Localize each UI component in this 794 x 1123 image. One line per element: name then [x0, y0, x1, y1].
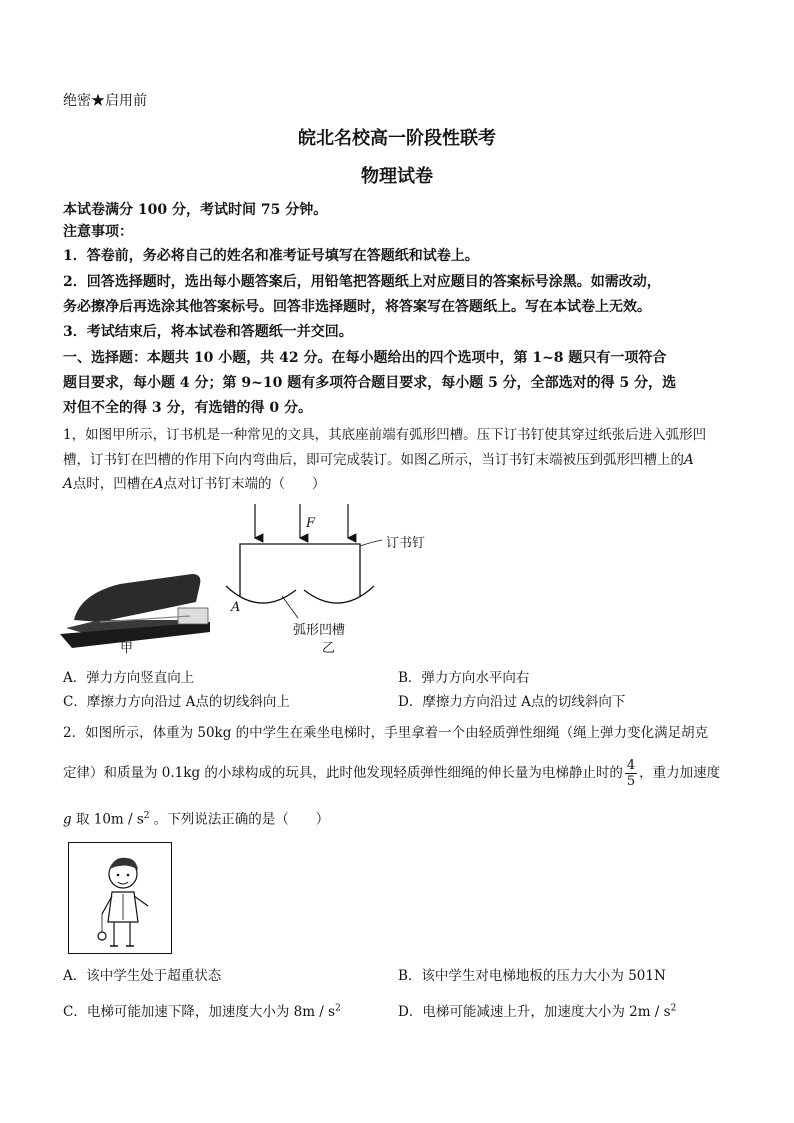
q2-option-d: D．电梯可能减速上升，加速度大小为 $2m / s^2$	[398, 1003, 677, 1020]
section1-line-3: 对但不全的得 3 分，有选错的得 0 分。	[63, 400, 312, 416]
secret-mark: 绝密★启用前	[63, 93, 147, 109]
exam-title: 皖北名校高一阶段性联考	[298, 128, 496, 149]
q1-option-c: C．摩擦力方向沿过 A点的切线斜向上	[63, 694, 290, 710]
groove-right-arc	[304, 586, 374, 603]
q1-line-3: A点时，凹槽在A点对订书钉末端的（ ）	[63, 476, 326, 492]
q2-line-1: 2．如图所示，体重为 50kg 的中学生在乘坐电梯时，手里拿着一个由轻质弹性细绳（绳上弹力变化满足胡克	[63, 725, 709, 741]
caption-yi: 乙	[322, 641, 336, 656]
notice-item-2-line-1: 2．回答选择题时，选出每小题答案后，用铅笔把答题纸上对应题目的答案标号涂黑。如需改动，	[63, 274, 661, 290]
student-eye-left	[117, 874, 120, 877]
notice-title: 注意事项：	[63, 224, 133, 240]
groove-label: 弧形凹槽	[293, 623, 346, 638]
caption-jia: 甲	[120, 641, 134, 656]
q2-line-3: g 取 $10m / s^2$ 。下列说法正确的是（ ）	[63, 811, 330, 828]
score-line: 本试卷满分 100 分，考试时间 75 分钟。	[63, 202, 328, 218]
staple-shape	[240, 544, 360, 596]
q1-option-a: A．弹力方向竖直向上	[63, 670, 195, 686]
groove-leader-line	[282, 596, 298, 618]
q2-option-c: C．电梯可能加速下降，加速度大小为 $8m / s^2$	[63, 1003, 341, 1020]
q1-option-b: B．弹力方向水平向右	[398, 670, 530, 686]
student-yoyo-figure	[68, 842, 172, 954]
student-eye-right	[127, 874, 130, 877]
force-label: F	[306, 516, 316, 531]
q2-line-2: 定律）和质量为 0.1kg 的小球构成的玩具，此时他发现轻质弹性细绳的伸长量为电梯静止时的 $\frac{4}{5}$ ，重力加速度	[63, 758, 721, 789]
notice-item-2-line-2: 务必擦净后再选涂其他答案标号。回答非选择题时，将答案写在答题纸上。写在本试卷上无效。	[63, 299, 651, 315]
q1-line-2: 槽，订书钉在凹槽的作用下向内弯曲后，即可完成装订。如图乙所示，当订书钉末端被压到弧形凹槽上的A	[63, 452, 694, 468]
fraction-four-fifths: $\frac{4}{5}$	[626, 758, 636, 789]
point-a-label: A	[231, 600, 241, 615]
staple-label: 订书钉	[386, 536, 426, 551]
exam-subject: 物理试卷	[361, 166, 433, 187]
notice-item-3: 3．考试结束后，将本试卷和答题纸一并交回。	[63, 324, 353, 340]
section1-line-1: 一、选择题：本题共 10 小题，共 42 分。在每小题给出的四个选项中，第 1~8 题只有一项符合	[63, 350, 667, 366]
q1-option-d: D．摩擦力方向沿过 A点的切线斜向下	[398, 694, 626, 710]
staple-leader-line	[360, 540, 382, 546]
yoyo-ball	[98, 932, 106, 940]
q2-option-b: B．该中学生对电梯地板的压力大小为 501N	[398, 968, 666, 984]
section1-line-2: 题目要求，每小题 4 分；第 9~10 题有多项符合题目要求，每小题 5 分，全部选对的得 5 分，选	[63, 375, 677, 391]
stapler-figure	[60, 560, 220, 660]
notice-item-1: 1．答卷前，务必将自己的姓名和准考证号填写在答题纸和试卷上。	[63, 248, 479, 264]
q2-option-a: A．该中学生处于超重状态	[63, 968, 222, 984]
q1-line-1: 1，如图甲所示，订书机是一种常见的文具，其底座前端有弧形凹槽。压下订书钉使其穿过纸张后进入弧形凹	[63, 427, 707, 443]
